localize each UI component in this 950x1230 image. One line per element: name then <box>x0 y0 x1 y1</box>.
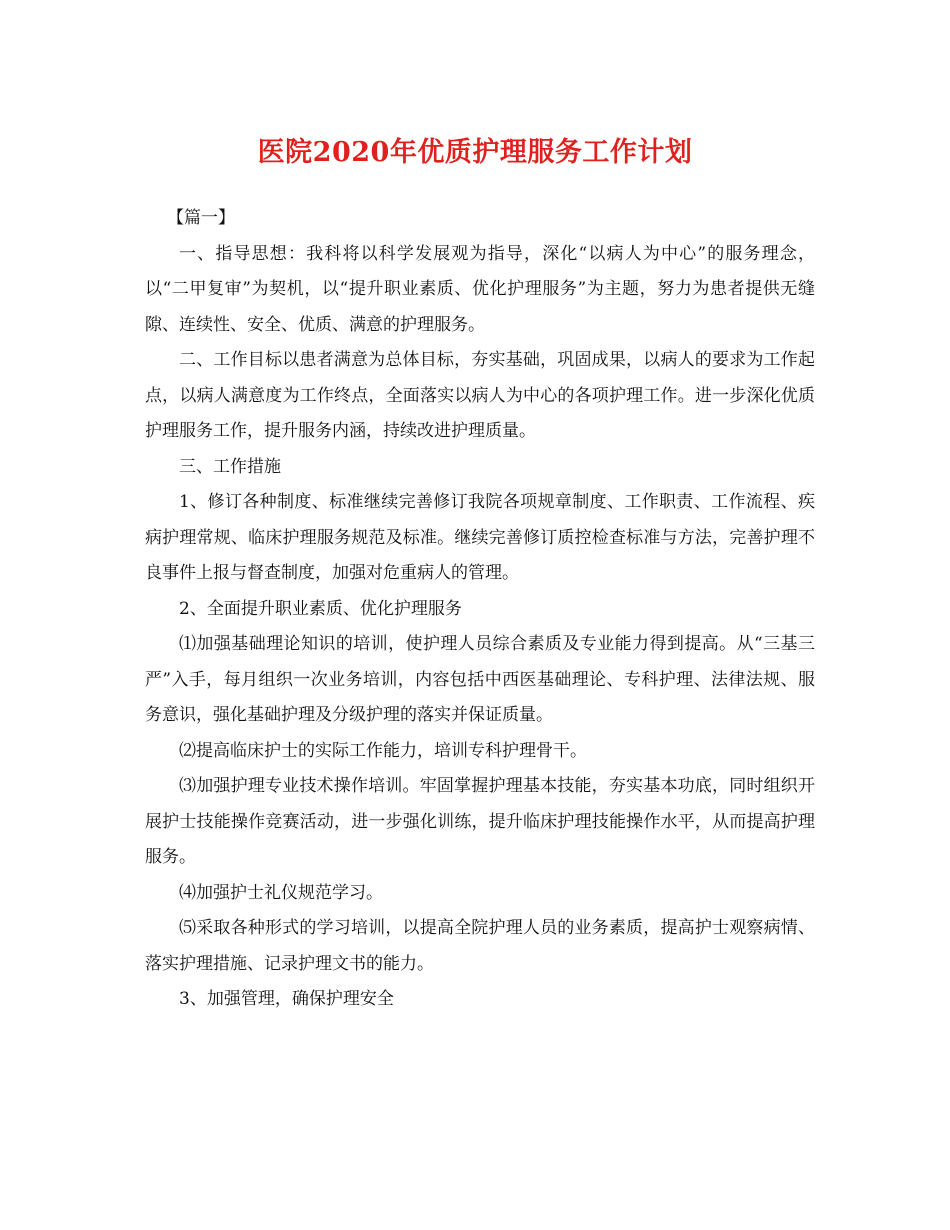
document-title: 医院2020年优质护理服务工作计划 <box>257 137 693 168</box>
paragraph-item-4: ⑷加强护士礼仪规范学习。 <box>179 882 383 903</box>
paragraph-item-3: ⑶加强护理专业技术操作培训。牢固掌握护理基本技能，夯实基本功底，同时组织开展护士技能操作竞赛活动，进一步强化训练，提升临床护理技能操作水平，从而提高护理服务。 <box>145 776 815 867</box>
document-body <box>145 201 815 1018</box>
paragraph-guiding-ideology: 一、指导思想：我科将以科学发展观为指导，深化“以病人为中心”的服务理念，以“二甲复审”为契机，以“提升职业素质、优化护理服务”为主题，努力为患者提供无缝隙、连续性、安全、优质、满意的护理服务。 <box>145 243 815 335</box>
section-heading: 【篇一】 <box>167 208 235 228</box>
paragraph-work-goals: 二、工作目标以患者满意为总体目标，夯实基础，巩固成果，以病人的要求为工作起点，以病人满意度为工作终点，全面落实以病人为中心的各项护理工作。进一步深化优质护理服务工作，提升服务内涵，持续改进护理质量。 <box>145 350 815 441</box>
paragraph-measures-heading: 三、工作措施 <box>179 456 281 477</box>
paragraph-measure-1: 1、修订各种制度、标准继续完善修订我院各项规章制度、工作职责、工作流程、疾病护理常规、临床护理服务规范及标准。继续完善修订质控检查标准与方法，完善护理不良事件上报与督查制度，加强对危重病人的管理。 <box>145 492 815 583</box>
paragraph-measure-2: 2、全面提升职业素质、优化护理服务 <box>179 598 462 619</box>
paragraph-item-2: ⑵提高临床护士的实际工作能力，培训专科护理骨干。 <box>179 740 587 761</box>
paragraph-item-5: ⑸采取各种形式的学习培训，以提高全院护理人员的业务素质，提高护士观察病情、落实护理措施、记录护理文书的能力。 <box>145 918 815 974</box>
paragraph-measure-3: 3、加强管理，确保护理安全 <box>179 989 394 1009</box>
paragraph-item-1: ⑴加强基础理论知识的培训，使护理人员综合素质及专业能力得到提高。从“三基三严”入手，每月组织一次业务培训，内容包括中西医基础理论、专科护理、法律法规、服务意识，强化基础护理及分级护理的落实并保证质量。 <box>145 634 815 725</box>
